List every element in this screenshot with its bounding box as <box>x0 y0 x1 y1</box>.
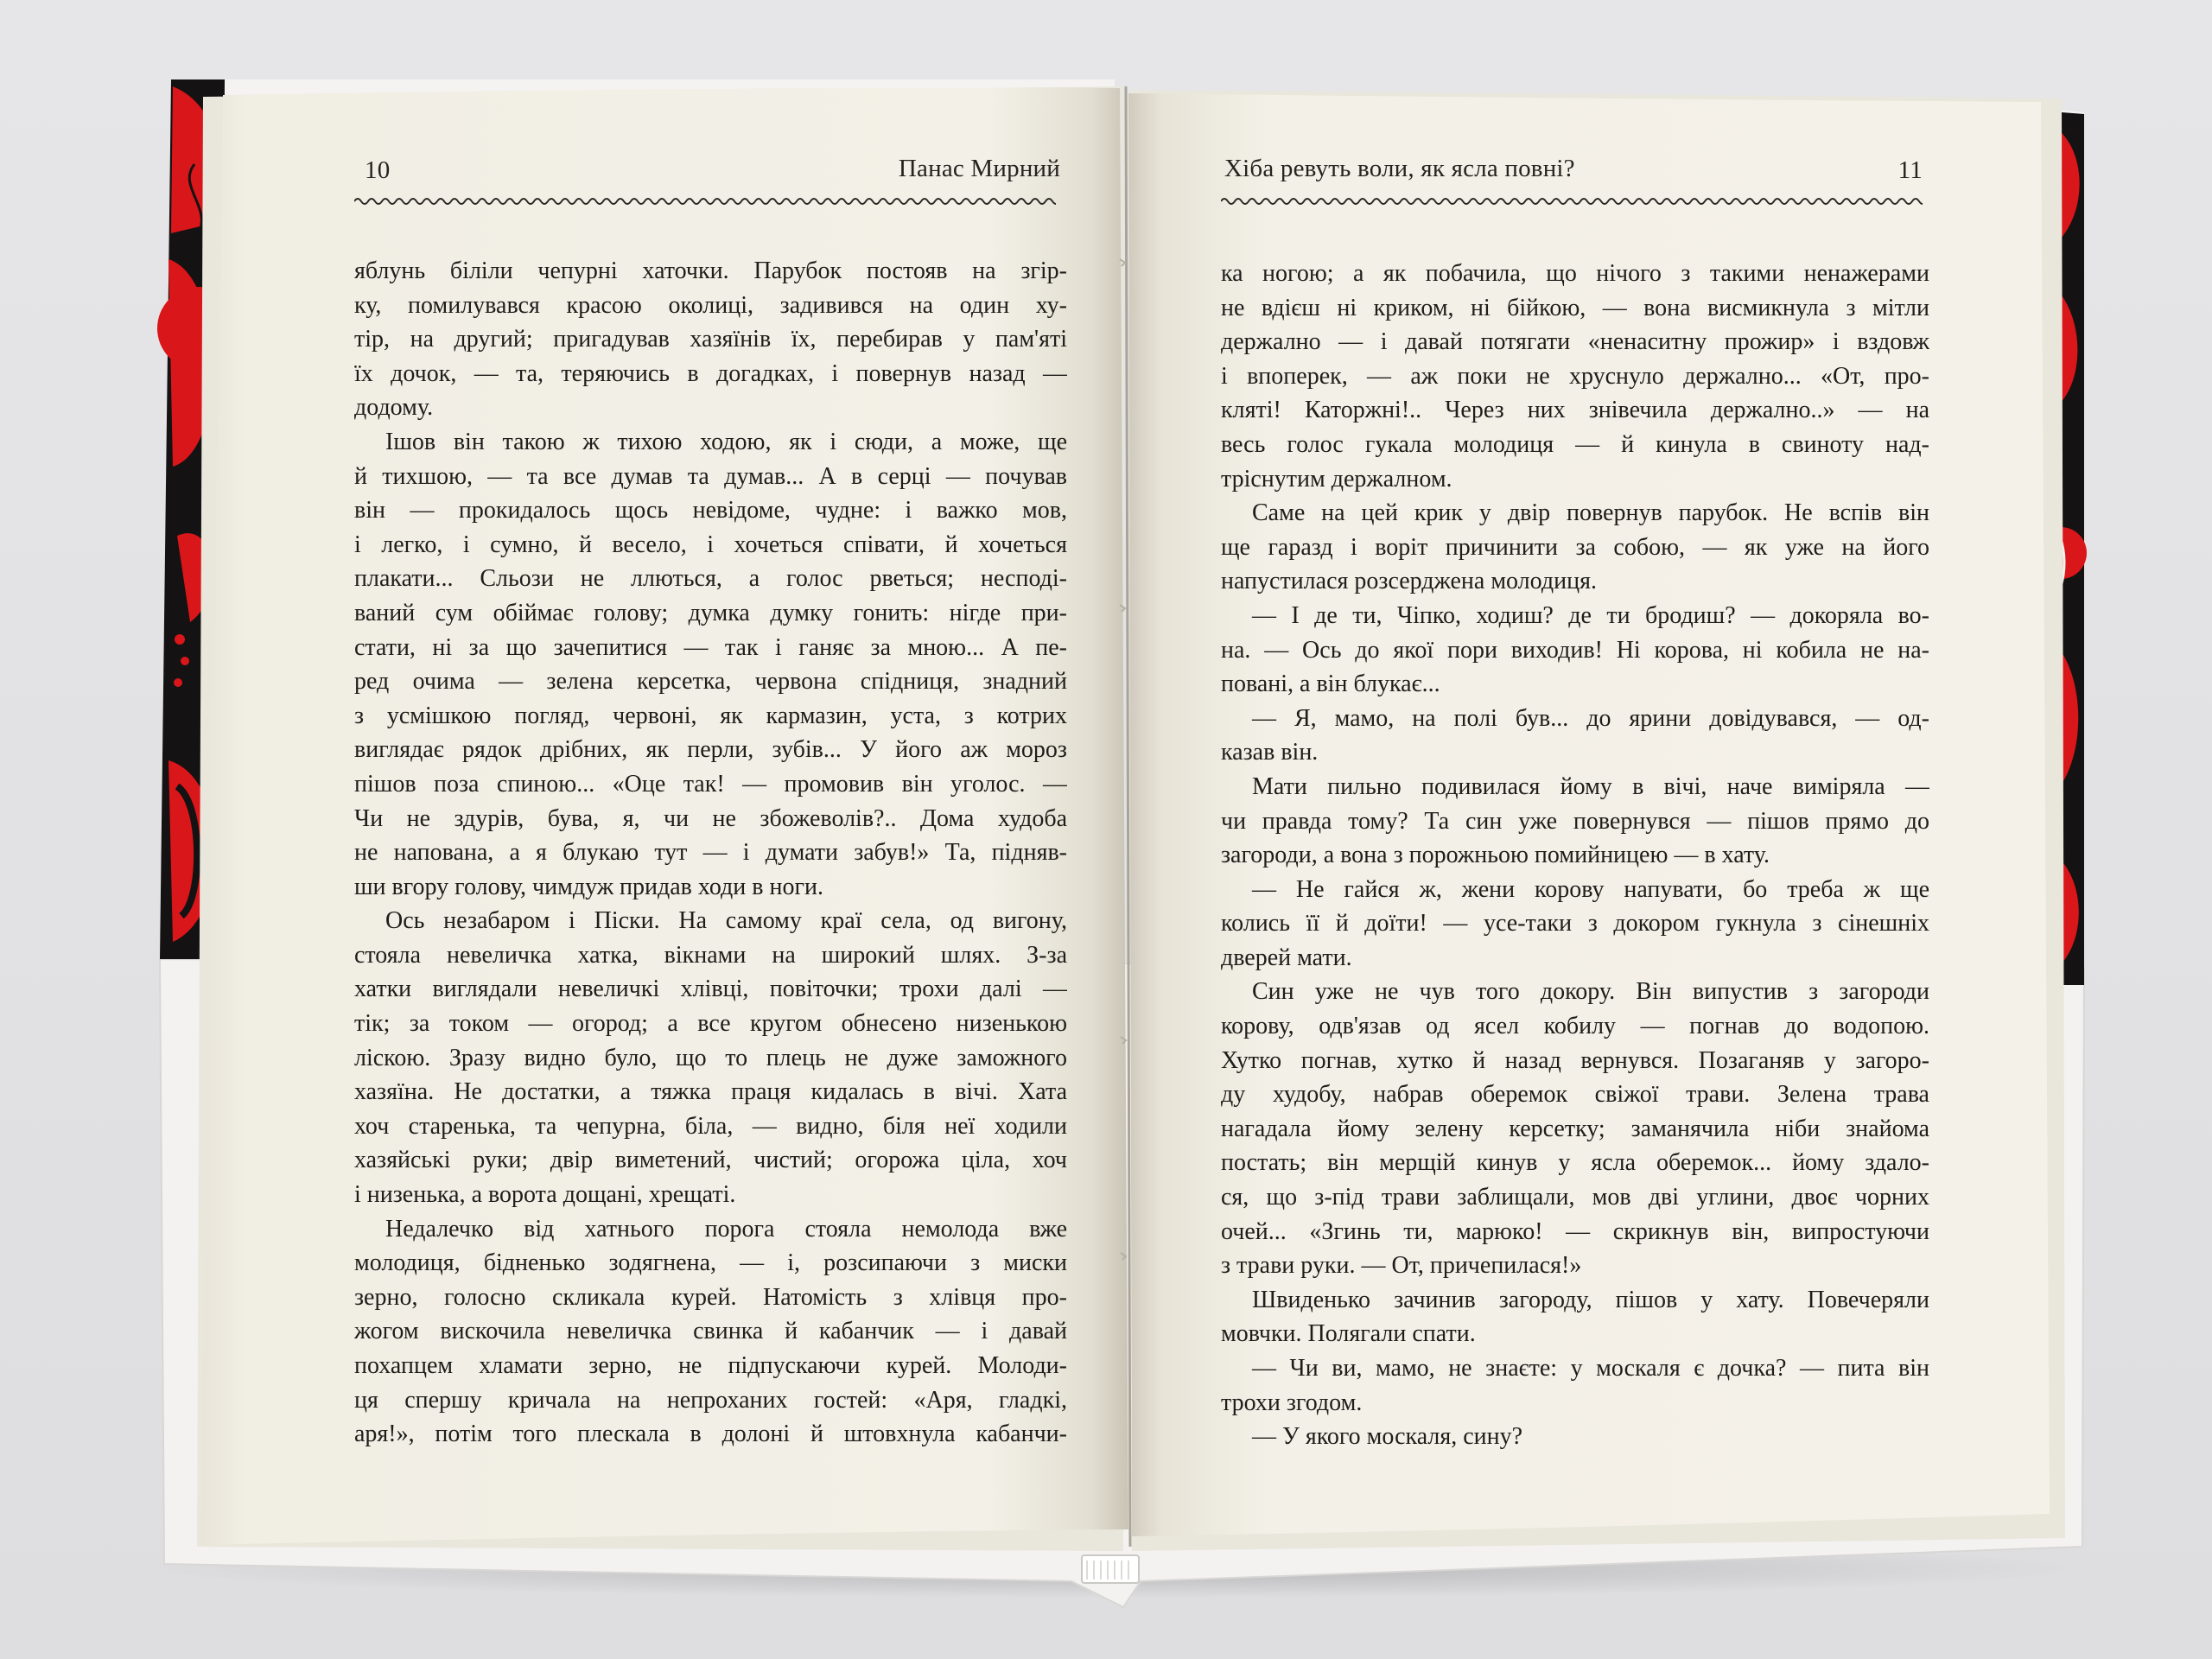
text-line: корову, одв'язав од ясел кобилу — погнав до водопою. <box>1221 1013 1929 1040</box>
text-line: плакати... Сльози не ллються, а голос рветься; несподі- <box>354 565 1067 593</box>
text-line: й тихшою, — та все думав та думав... А в серці — почував <box>354 462 1067 490</box>
text-line: додому. <box>354 394 434 422</box>
text-line: ред очима — зелена керсетка, червона спідниця, знадний <box>354 668 1067 696</box>
text-line: Швиденько зачинив загороду, пішов у хату. Повечеряли <box>1252 1286 1929 1313</box>
text-line: тік; за током — огород; а все кругом обнесено низенькою <box>354 1010 1067 1038</box>
ornamental-rule <box>354 194 1056 209</box>
text-line: — Чи ви, мамо, не знаєте: у москаля є дочка? — пита він <box>1252 1355 1929 1382</box>
text-line: з трави руки. — От, причепилася!» <box>1221 1252 1582 1280</box>
text-line: трохи згодом. <box>1221 1389 1363 1416</box>
text-line: кляті! Каторжні!.. Через них знівечила держално..» — на <box>1221 397 1929 424</box>
text-line: — У якого москаля, сину? <box>1252 1423 1523 1451</box>
spine-headband <box>1082 1555 1139 1583</box>
text-line: Мати пильно подивилася йому в вічі, наче виміряла — <box>1252 772 1929 800</box>
text-line: не напована, а я блукаю тут — і думати забув!» Та, підняв- <box>354 839 1067 867</box>
text-line: їх дочок, — та, теряючись в догадках, і повернув назад — <box>354 359 1067 387</box>
text-line: на. — Ось до якої пори виходив! Ні корова, ні кобила не на- <box>1221 636 1929 664</box>
text-line: Ішов він такою ж тихою ходою, як і сюди, а може, ще <box>385 428 1067 455</box>
text-line: ку, помилувався красою околиці, задивився на один ху- <box>354 291 1067 319</box>
text-line: з усмішкою погляд, червоні, як кармазин, уста, з котрих <box>354 702 1067 729</box>
text-line: і низенька, а ворота дощані, хрещаті. <box>354 1181 736 1209</box>
text-line: похапцем хламати зерно, не підпускаючи курей. Молоди- <box>354 1352 1067 1379</box>
text-line: — І де ти, Чіпко, ходиш? де ти бродиш? — докоряла во- <box>1252 601 1929 629</box>
text-line: ши вгору голову, чимдуж придав ходи в ноги. <box>354 873 823 900</box>
left-page-text <box>354 254 1067 1452</box>
text-line: мовчки. Полягали спати. <box>1221 1320 1476 1348</box>
text-line: жогом вискочила невеличка свинка й кабанчик — і давай <box>354 1318 1067 1345</box>
text-line: пішов поза спиною... «Оце так! — промовив він уголос. — <box>354 770 1067 798</box>
text-line: дверей мати. <box>1221 944 1352 971</box>
text-line: яблунь біліли чепурні хаточки. Парубок постояв на згір- <box>354 257 1067 284</box>
right-page <box>1221 147 1929 1454</box>
text-line: він — прокидалось щось невідоме, чудне: і важко мов, <box>354 497 1067 524</box>
text-line: не вдієш ні криком, ні бійкою, — вона висмикнула з мітли <box>1221 294 1929 321</box>
text-line: ліскою. Зразу видно було, що то плець не дуже заможного <box>354 1044 1067 1071</box>
text-line: стати, ні за що зачепитися — так і ганяє за мною... А пе- <box>354 633 1067 661</box>
left-running-head <box>354 147 1067 190</box>
text-line: хазяйські руки; двір виметений, чистий; огорожа ціла, хоч <box>354 1147 1067 1174</box>
text-line: казав він. <box>1221 739 1319 766</box>
text-line: нагадала йому зелену керсетку; заманячила ніби знайома <box>1221 1115 1929 1142</box>
text-line: ця спершу кричала на непроханих гостей: «Аря, гладкі, <box>354 1386 1067 1414</box>
text-line: — Я, мамо, на полі був... до ярини довідувався, — од- <box>1252 704 1929 732</box>
text-line: очей... «Згинь ти, марюко! — скрикнув він, випростуючи <box>1221 1217 1929 1245</box>
text-line: молодиця, бідненько зодягнена, — і, розсипаючи з миски <box>354 1249 1067 1277</box>
text-line: ду худобу, набрав оберемок свіжої трави. Зелена трава <box>1221 1081 1929 1109</box>
left-page <box>354 147 1067 1452</box>
text-line: стояла невеличка хатка, вікнами на широкий шлях. З-за <box>354 941 1067 969</box>
text-line: загороди, а вона з порожньою помийницею — в хату. <box>1221 842 1770 869</box>
text-line: колись її й доїти! — усе-таки з докором гукнула з сінешніх <box>1221 910 1929 938</box>
text-line: ваний сум обіймає голову; думка думку гонить: нігде при- <box>354 599 1067 626</box>
text-line: зерно, голосно скликала курей. Натомість з хлівця про- <box>354 1283 1067 1311</box>
page-number: 10 <box>365 156 391 184</box>
text-line: напустилася розсерджена молодиця. <box>1221 568 1597 595</box>
text-line: тір, на другий; пригадував хазяїнів їх, перебирав у пам'яті <box>354 326 1067 353</box>
text-line: ще гаразд і воріт причинити за собою, — як уже на його <box>1221 533 1929 561</box>
text-line: чи правда тому? Та син уже повернувся — пішов прямо до <box>1221 807 1929 835</box>
text-line: хоч старенька, та чепурна, біла, — видно, біля неї ходили <box>354 1112 1067 1140</box>
book-title: Хіба ревуть воли, як ясла повні? <box>1224 155 1575 182</box>
text-line: Чи не здурів, бува, я, чи не збожеволів?.. Дома худоба <box>354 804 1067 832</box>
text-line: ка ногою; а як побачила, що нічого з такими ненажерами <box>1221 260 1929 287</box>
text-line: ся, що з-під трави заблищали, мов дві углини, двоє чорних <box>1221 1184 1929 1211</box>
text-line: держално — і давай потягати «ненаситну прожир» і вздовж <box>1221 328 1929 356</box>
right-running-head <box>1221 147 1929 190</box>
text-line: весь голос гукала молодиця — й кинула в свиноту над- <box>1221 430 1929 458</box>
text-line: постать; він мерщій кинув у ясла оберемок... йому здало- <box>1221 1149 1929 1177</box>
text-line: і впоперек, — аж поки не хруснуло держално... «От, про- <box>1221 362 1929 390</box>
text-line: і легко, і сумно, й весело, і хочеться співати, й хочеться <box>354 531 1067 558</box>
text-line: Недалечко від хатнього порога стояла немолода вже <box>385 1215 1067 1243</box>
author-name: Панас Мирний <box>898 155 1060 182</box>
text-line: — Не гайся ж, жени корову напувати, бо треба ж ще <box>1252 875 1929 903</box>
right-page-text <box>1221 257 1929 1454</box>
text-line: тріснутим держалном. <box>1221 465 1452 493</box>
text-line: Хутко погнав, хутко й назад вернувся. Позаганяв у загоро- <box>1221 1046 1929 1074</box>
text-line: хазяїна. Не достатки, а тяжка праця кидалась в вічі. Хата <box>354 1078 1067 1106</box>
text-line: Саме на цей крик у двір повернув парубок. Не вспів він <box>1252 499 1929 527</box>
ornamental-rule <box>1221 194 1923 209</box>
page-number: 11 <box>1897 156 1923 184</box>
text-line: хатки виглядали невеличкі хлівці, повіточки; трохи далі — <box>354 976 1067 1003</box>
text-line: аря!», потім того плескала в долоні й штовхнула кабанчи- <box>354 1421 1067 1448</box>
text-line: повані, а він блукає... <box>1221 671 1440 698</box>
text-line: Син уже не чув того докору. Він випустив з загороди <box>1252 978 1929 1006</box>
text-line: Ось незабаром і Піски. На самому краї села, од вигону, <box>385 907 1067 935</box>
text-line: виглядає рядок дрібних, як перли, зубів... У його аж мороз <box>354 736 1067 764</box>
